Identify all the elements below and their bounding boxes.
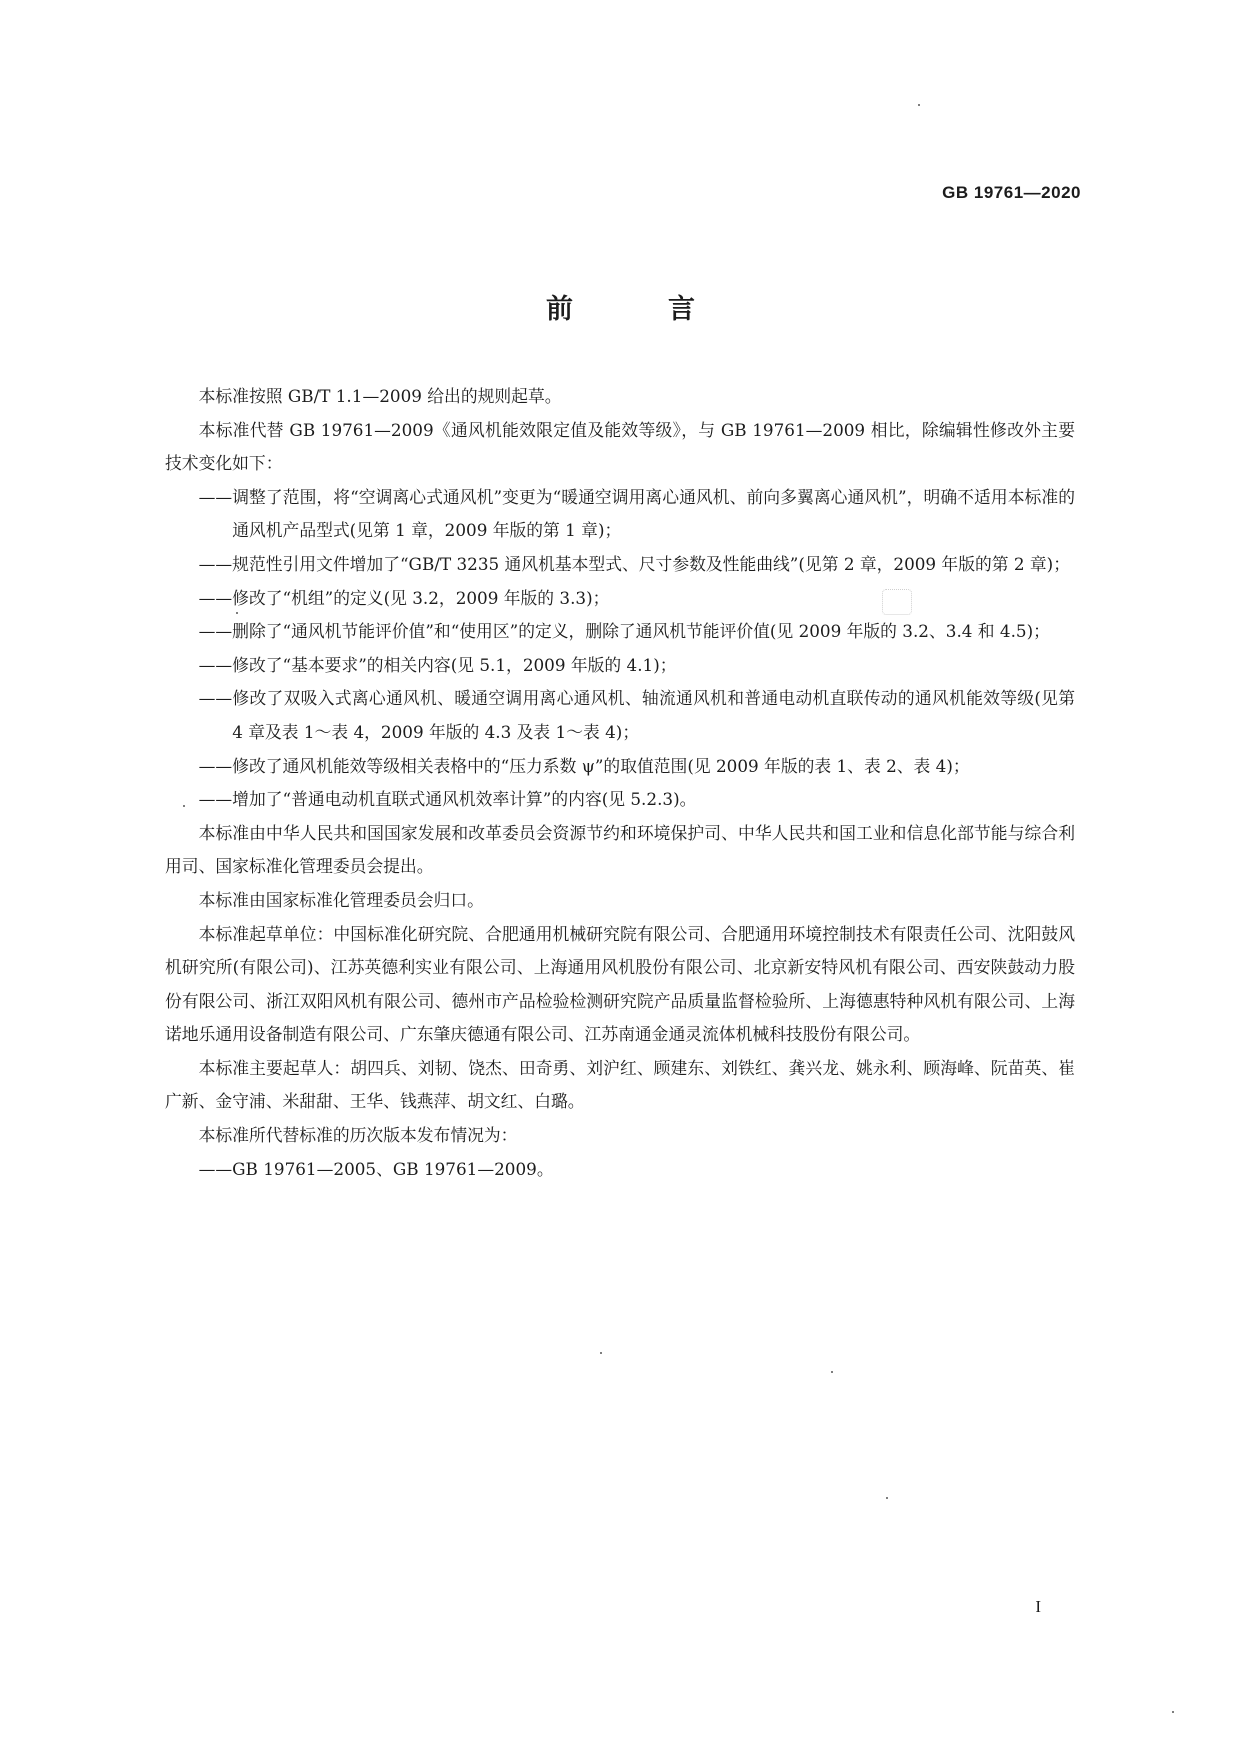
scan-speck [1172, 1711, 1174, 1713]
scan-speck [886, 1497, 888, 1499]
scan-speck [831, 1371, 833, 1373]
scan-speck [236, 612, 238, 614]
page-number: I [1035, 1597, 1041, 1616]
paragraph: 本标准由中华人民共和国国家发展和改革委员会资源节约和环境保护司、中华人民共和国工业和信息化部节能与综合利用司、国家标准化管理委员会提出。 [165, 822, 1075, 877]
list-item: ——规范性引用文件增加了“GB/T 3235 通风机基本型式、尺寸参数及性能曲线”(见第 2 章，2009 年版的第 2 章)； [198, 553, 1071, 574]
list-item: ——修改了“基本要求”的相关内容(见 5.1，2009 年版的 4.1)； [198, 654, 677, 675]
paragraph: 本标准主要起草人：胡四兵、刘韧、饶杰、田奇勇、刘沪红、顾建东、刘铁红、龚兴龙、姚永利、顾海峰、阮苗英、崔广新、金守浦、米甜甜、王华、钱燕萍、胡文红、白璐。 [165, 1057, 1075, 1112]
list-item: ——修改了通风机能效等级相关表格中的“压力系数 ψ”的取值范围(见 2009 年版的表 1、表 2、表 4)； [198, 755, 970, 776]
paragraph: 本标准代替 GB 19761—2009《通风机能效限定值及能效等级》，与 GB 19761—2009 相比，除编辑性修改外主要技术变化如下： [165, 419, 1075, 474]
scan-artifact [882, 589, 912, 615]
list-item: ——删除了“通风机节能评价值”和“使用区”的定义，删除了通风机节能评价值(见 2009 年版的 3.2、3.4 和 4.5)； [198, 621, 1050, 642]
scan-speck [918, 104, 920, 106]
paragraph: 本标准按照 GB/T 1.1—2009 给出的规则起草。 [198, 386, 562, 406]
standard-code: GB 19761—2020 [942, 183, 1081, 202]
foreword-body [165, 380, 1075, 1186]
paragraph: 本标准所代替标准的历次版本发布情况为： [198, 1125, 518, 1146]
list-item: ——修改了“机组”的定义(见 3.2，2009 年版的 3.3)； [198, 587, 610, 608]
paragraph: 本标准由国家标准化管理委员会归口。 [198, 889, 484, 910]
list-item: ——调整了范围，将“空调离心式通风机”变更为“暖通空调用离心通风机、前向多翼离心通风机”，明确不适用本标准的通风机产品型式(见第 1 章，2009 年版的第 1 章)； [198, 486, 1075, 541]
list-item: ——GB 19761—2005、GB 19761—2009。 [198, 1158, 554, 1179]
scan-speck [600, 1352, 602, 1354]
page-title: 前 言 [546, 294, 729, 325]
scan-speck [183, 805, 185, 807]
paragraph: 本标准起草单位：中国标准化研究院、合肥通用机械研究院有限公司、合肥通用环境控制技术有限责任公司、沈阳鼓风机研究所(有限公司)、江苏英德利实业有限公司、上海通用风机股份有限公司、北京新安特风机有限公司、西安陕鼓动力股份有限公司、浙江双阳风机有限公司、德州市产品检验检测研究院产品质量监督检验所、上海德惠特种风机有限公司、上海诺地乐通用设备制造有限公司、广东肇庆德通有限公司、江苏南通金通灵流体机械科技股份有限公司。 [165, 923, 1075, 1045]
list-item: ——修改了双吸入式离心通风机、暖通空调用离心通风机、轴流通风机和普通电动机直联传动的通风机能效等级(见第 4 章及表 1～表 4，2009 年版的 4.3 及表 1～表 4)； [198, 688, 1075, 742]
list-item: ——增加了“普通电动机直联式通风机效率计算”的内容(见 5.2.3)。 [198, 789, 697, 810]
